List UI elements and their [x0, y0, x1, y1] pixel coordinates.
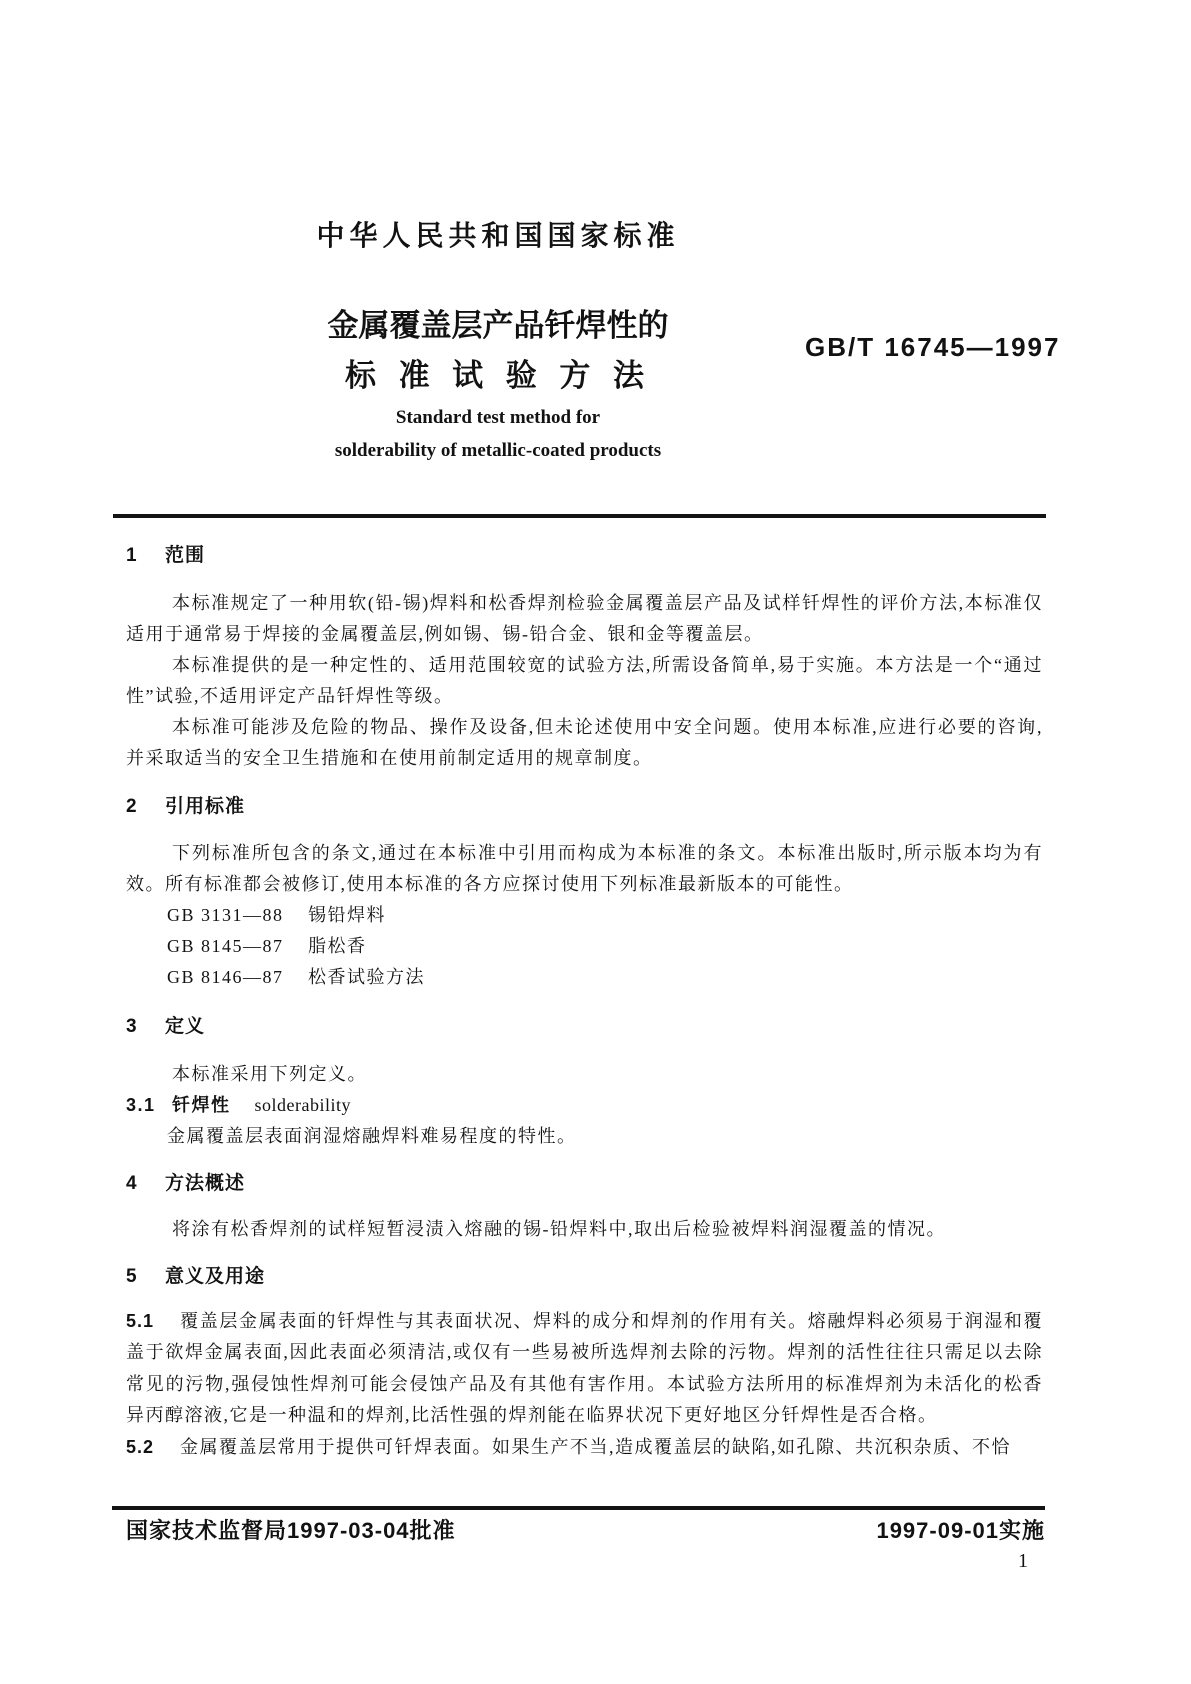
definitions-intro: 本标准采用下列定义。 — [172, 1064, 367, 1084]
clause-text: 覆盖层金属表面的钎焊性与其表面状况、焊料的成分和焊剂的作用有关。熔融焊料必须易于润湿和覆盖于欲焊金属表面,因此表面必须清洁,或仅有一些易被所选焊剂去除的污物。焊剂的活性往往只需足以去除常见的污物,强侵蚀性焊剂可能会侵蚀产品及有其他有害作用。本试验方法所用的标准焊剂为未活化的松香异丙醇溶液,它是一种温和的焊剂,比活性强的焊剂能在临界状况下更好地区分钎焊性是否合格。 — [126, 1311, 1043, 1426]
significance-block — [126, 1306, 1043, 1463]
scope-paragraph: 本标准可能涉及危险的物品、操作及设备,但未论述使用中安全问题。使用本标准,应进行必要的咨询,并采取适当的安全卫生措施和在使用前制定适用的规章制度。 — [126, 717, 1043, 768]
reference-title: 松香试验方法 — [308, 967, 425, 987]
reference-code: GB 8146—87 — [167, 967, 284, 987]
term-name-en: solderability — [254, 1095, 351, 1115]
reference-code: GB 3131—88 — [167, 905, 284, 925]
section-title: 引用标准 — [165, 796, 246, 817]
clause-number: 5.1 — [126, 1311, 155, 1331]
reference-title: 锡铅焊料 — [308, 905, 386, 925]
reference-code: GB 8145—87 — [167, 936, 284, 956]
reference-item — [126, 931, 1043, 962]
document-title-en-line2: solderability of metallic-coated products — [334, 440, 662, 461]
scope-paragraph: 本标准规定了一种用软(铅-锡)焊料和松香焊剂检验金属覆盖层产品及试样钎焊性的评价方法,本标准仅适用于通常易于焊接的金属覆盖层,例如锡、锡-铅合金、银和金等覆盖层。 — [126, 593, 1043, 644]
definitions-block — [126, 1059, 1043, 1152]
term-number: 3.1 — [126, 1095, 156, 1115]
clause-number: 5.2 — [126, 1436, 155, 1457]
national-standard-label: 中华人民共和国国家标准 — [316, 220, 680, 251]
section-number: 4 — [126, 1173, 138, 1194]
reference-item — [126, 900, 1043, 931]
section-title: 意义及用途 — [165, 1266, 266, 1287]
standard-number: GB/T 16745—1997 — [805, 332, 1061, 362]
method-summary-paragraph: 将涂有松香焊剂的试样短暂浸渍入熔融的锡-铅焊料中,取出后检验被焊料润湿覆盖的情况。 — [172, 1219, 946, 1239]
section-heading-significance — [126, 1264, 265, 1290]
scope-paragraph: 本标准提供的是一种定性的、适用范围较宽的试验方法,所需设备简单,易于实施。本方法是一个“通过性”试验,不适用评定产品钎焊性等级。 — [126, 655, 1043, 706]
section-title: 定义 — [165, 1016, 206, 1037]
scope-paragraphs — [126, 588, 1043, 774]
section-number: 1 — [126, 545, 138, 566]
section-heading-method-summary — [126, 1171, 245, 1197]
approval-text: 国家技术监督局1997-03-04批准 — [126, 1518, 456, 1543]
method-summary-block — [126, 1214, 1043, 1245]
references-intro: 下列标准所包含的条文,通过在本标准中引用而构成为本标准的条文。本标准出版时,所示版本均为有效。所有标准都会被修订,使用本标准的各方应探讨使用下列标准最新版本的可能性。 — [126, 843, 1043, 894]
reference-title: 脂松香 — [308, 936, 367, 956]
document-title-en-line1: Standard test method for — [395, 407, 601, 428]
footer — [126, 1514, 1045, 1545]
section-number: 5 — [126, 1266, 138, 1287]
document-title-cn-line2: 标 准 试 验 方 法 — [344, 358, 652, 393]
section-heading-definitions — [126, 1014, 205, 1040]
section-heading-references — [126, 794, 245, 820]
term-name-cn: 钎焊性 — [172, 1095, 231, 1115]
document-title-cn-line1: 金属覆盖层产品钎焊性的 — [327, 308, 669, 343]
term-line — [126, 1090, 1043, 1121]
references-block — [126, 838, 1043, 993]
reference-item — [126, 962, 1043, 993]
page-number: 1 — [1018, 1550, 1028, 1572]
section-title: 范围 — [165, 545, 206, 566]
header-divider-rule — [113, 514, 1046, 518]
section-heading-scope — [126, 543, 205, 569]
section-number: 2 — [126, 796, 138, 817]
section-title: 方法概述 — [165, 1173, 246, 1194]
implementation-text: 1997-09-01实施 — [876, 1518, 1045, 1543]
clause-text: 金属覆盖层常用于提供可钎焊表面。如果生产不当,造成覆盖层的缺陷,如孔隙、共沉积杂质、不恰 — [180, 1436, 1012, 1457]
section-number: 3 — [126, 1016, 138, 1037]
footer-divider-rule — [112, 1506, 1045, 1510]
clause-5-2 — [126, 1432, 1043, 1463]
term-definition: 金属覆盖层表面润湿熔融焊料难易程度的特性。 — [167, 1126, 577, 1146]
clause-5-1 — [126, 1306, 1043, 1432]
